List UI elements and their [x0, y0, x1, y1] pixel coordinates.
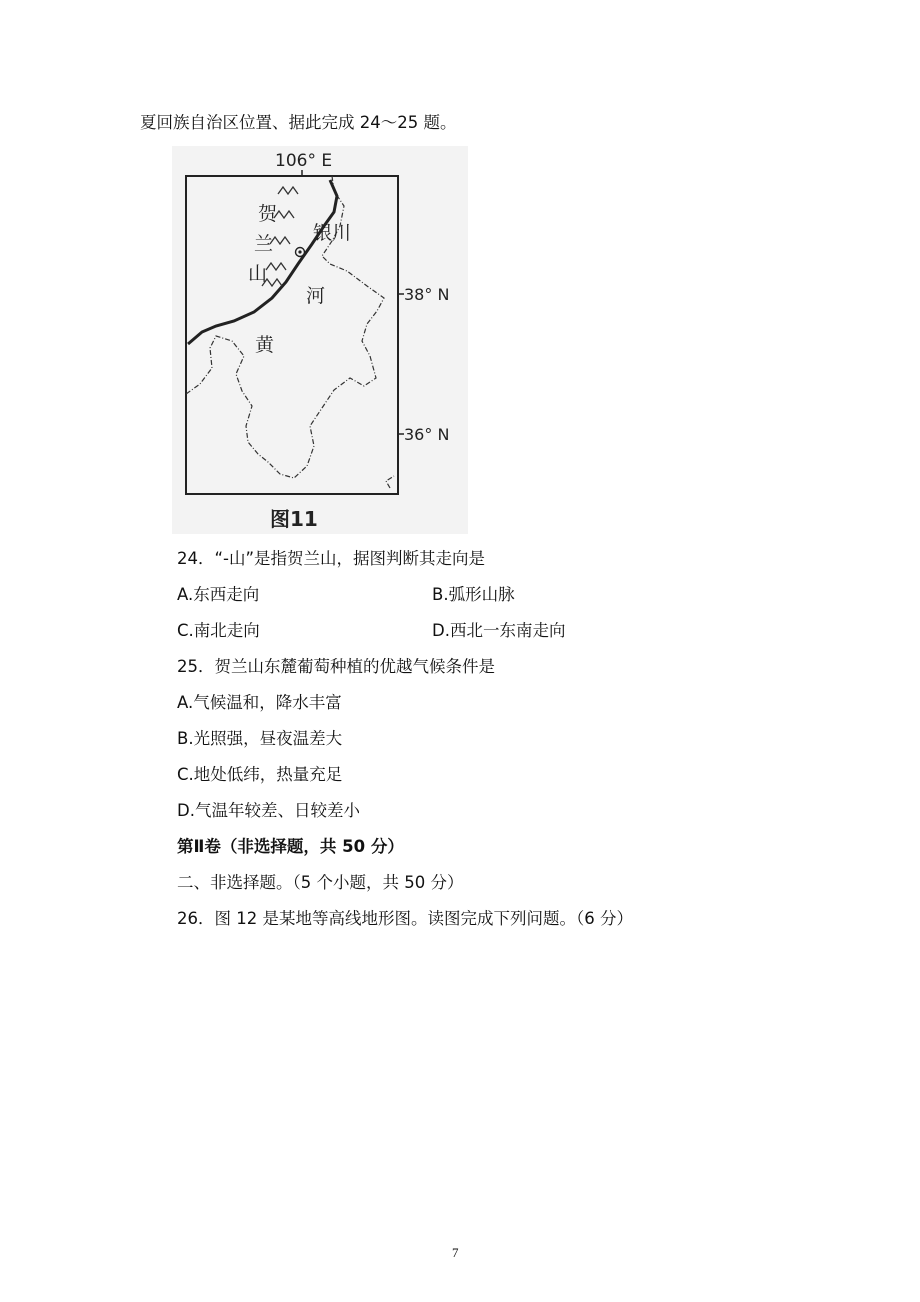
- q24-option-a: A.东西走向: [177, 585, 260, 604]
- river-char-1: 黄: [255, 334, 275, 356]
- section2-subtitle: 二、非选择题。（5 个小题，共 50 分）: [177, 873, 464, 892]
- q25-option-a: A.气候温和，降水丰富: [177, 693, 342, 712]
- lat-label-38: 38° N: [404, 285, 450, 304]
- river-char-2: 河: [306, 285, 326, 307]
- map-frame: [186, 176, 398, 494]
- map-figure: [172, 146, 468, 534]
- section2-title: 第Ⅱ卷（非选择题，共 50 分）: [177, 837, 404, 856]
- city-label: 银川: [313, 222, 352, 244]
- figure-caption: 图11: [270, 507, 318, 531]
- mountain-char-1: 贺: [258, 203, 278, 225]
- page-number: 7: [452, 1245, 459, 1260]
- q25-option-b: B.光照强，昼夜温差大: [177, 729, 343, 748]
- mountain-char-2: 兰: [254, 233, 274, 255]
- q25-stem: 25．贺兰山东麓葡萄种植的优越气候条件是: [177, 657, 495, 676]
- q24-stem: 24．“-山”是指贺兰山，据图判断其走向是: [177, 549, 486, 568]
- intro-text: 夏回族自治区位置、据此完成 24～25 题。: [140, 113, 457, 132]
- ningxia-map: [172, 146, 468, 534]
- q24-option-c: C.南北走向: [177, 621, 260, 640]
- q25-option-c: C.地处低纬，热量充足: [177, 765, 343, 784]
- q26-stem: 26．图 12 是某地等高线地形图。读图完成下列问题。（6 分）: [177, 909, 633, 928]
- q24-option-d: D.西北一东南走向: [432, 621, 566, 640]
- q25-option-d: D.气温年较差、日较差小: [177, 801, 360, 820]
- lon-label: 106° E: [275, 151, 333, 171]
- lat-label-36: 36° N: [404, 425, 450, 444]
- q24-option-b: B.弧形山脉: [432, 585, 515, 604]
- mountain-char-3: 山: [248, 263, 268, 285]
